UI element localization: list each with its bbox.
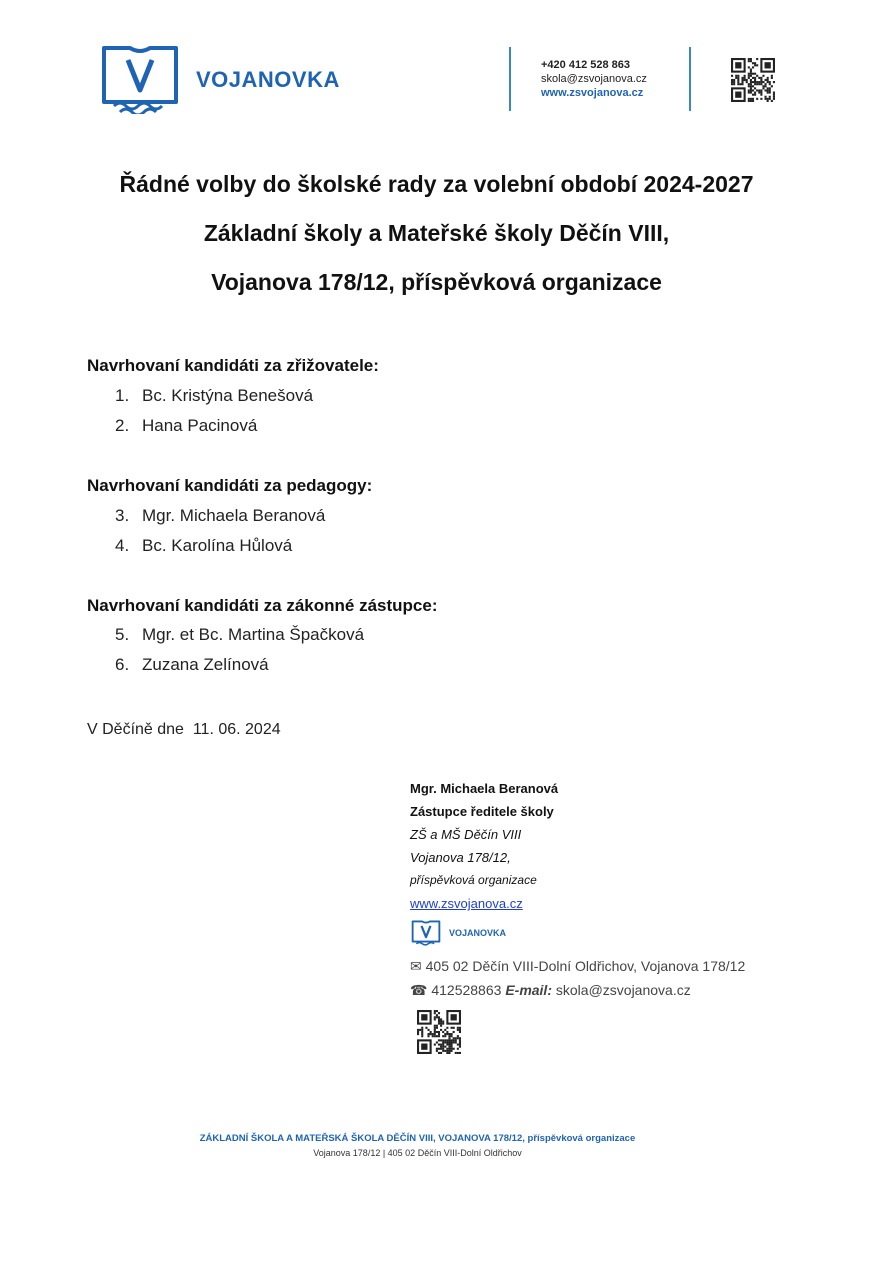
- section-heading-pedagogy: Navrhovaní kandidáti za pedagogy:: [87, 476, 373, 495]
- vojanovka-logo: [100, 44, 180, 114]
- footer-address: Vojanova 178/12 | 405 02 Děčín VIII-Dolní Oldřichov: [313, 1148, 522, 1158]
- place-and-date: V Děčíně dne 11. 06. 2024: [87, 721, 281, 738]
- header-email[interactable]: skola@zsvojanova.cz: [541, 73, 647, 85]
- envelope-icon: ✉: [410, 958, 422, 974]
- signer-role: Zástupce ředitele školy: [410, 804, 554, 819]
- signature-web-link[interactable]: www.zsvojanova.cz: [410, 896, 523, 911]
- qr-code-icon: [417, 1010, 461, 1054]
- header-divider-left: [509, 47, 511, 111]
- header-contact: [541, 58, 647, 100]
- candidate-item: 1. Bc. Kristýna Benešová: [115, 386, 314, 405]
- title-line-1: Řádné volby do školské rady za volební období 2024-2027: [119, 171, 754, 197]
- signer-org-1: ZŠ a MŠ Děčín VIII: [410, 827, 522, 842]
- section-heading-zakonni-zastupci: Navrhovaní kandidáti za zákonné zástupce:: [87, 596, 438, 615]
- candidate-item: 4. Bc. Karolína Hůlová: [115, 536, 293, 555]
- candidate-item: 5. Mgr. et Bc. Martina Špačková: [115, 625, 365, 644]
- footer-organization: ZÁKLADNÍ ŠKOLA A MATEŘSKÁ ŠKOLA DĚČÍN VIII, VOJANOVA 178/12, příspěvková organizace: [199, 1133, 636, 1144]
- qr-code-icon: [731, 58, 775, 102]
- header-web[interactable]: www.zsvojanova.cz: [541, 87, 644, 99]
- candidate-item: 2. Hana Pacinová: [115, 416, 258, 435]
- candidate-item: 6. Zuzana Zelínová: [115, 655, 269, 674]
- signature-phone-email: ☎ 412528863 E-mail: skola@zsvojanova.cz: [410, 982, 691, 998]
- signature-block: [410, 777, 558, 915]
- title-line-2: Základní školy a Mateřské školy Děčín VIII,: [203, 220, 670, 246]
- header-phone: +420 412 528 863: [541, 59, 631, 71]
- signer-name: Mgr. Michaela Beranová: [410, 781, 559, 796]
- phone-icon: ☎: [410, 982, 428, 998]
- signer-org-3: příspěvková organizace: [410, 873, 537, 887]
- candidate-item: 3. Mgr. Michaela Beranová: [115, 506, 326, 525]
- title-line-3: Vojanova 178/12, příspěvková organizace: [211, 269, 662, 295]
- signer-org-2: Vojanova 178/12,: [410, 850, 511, 865]
- vojanovka-logo-small: [411, 920, 441, 946]
- section-heading-zrizovatel: Navrhovaní kandidáti za zřižovatele:: [87, 356, 379, 375]
- signature-address: ✉ 405 02 Děčín VIII-Dolní Oldřichov, Vojanova 178/12: [410, 958, 746, 974]
- header-divider-right: [689, 47, 691, 111]
- document-title: [0, 160, 873, 307]
- signature-brand: VOJANOVKA: [449, 928, 507, 938]
- signature-email[interactable]: skola@zsvojanova.cz: [555, 982, 691, 998]
- brand-name: VOJANOVKA: [196, 67, 340, 92]
